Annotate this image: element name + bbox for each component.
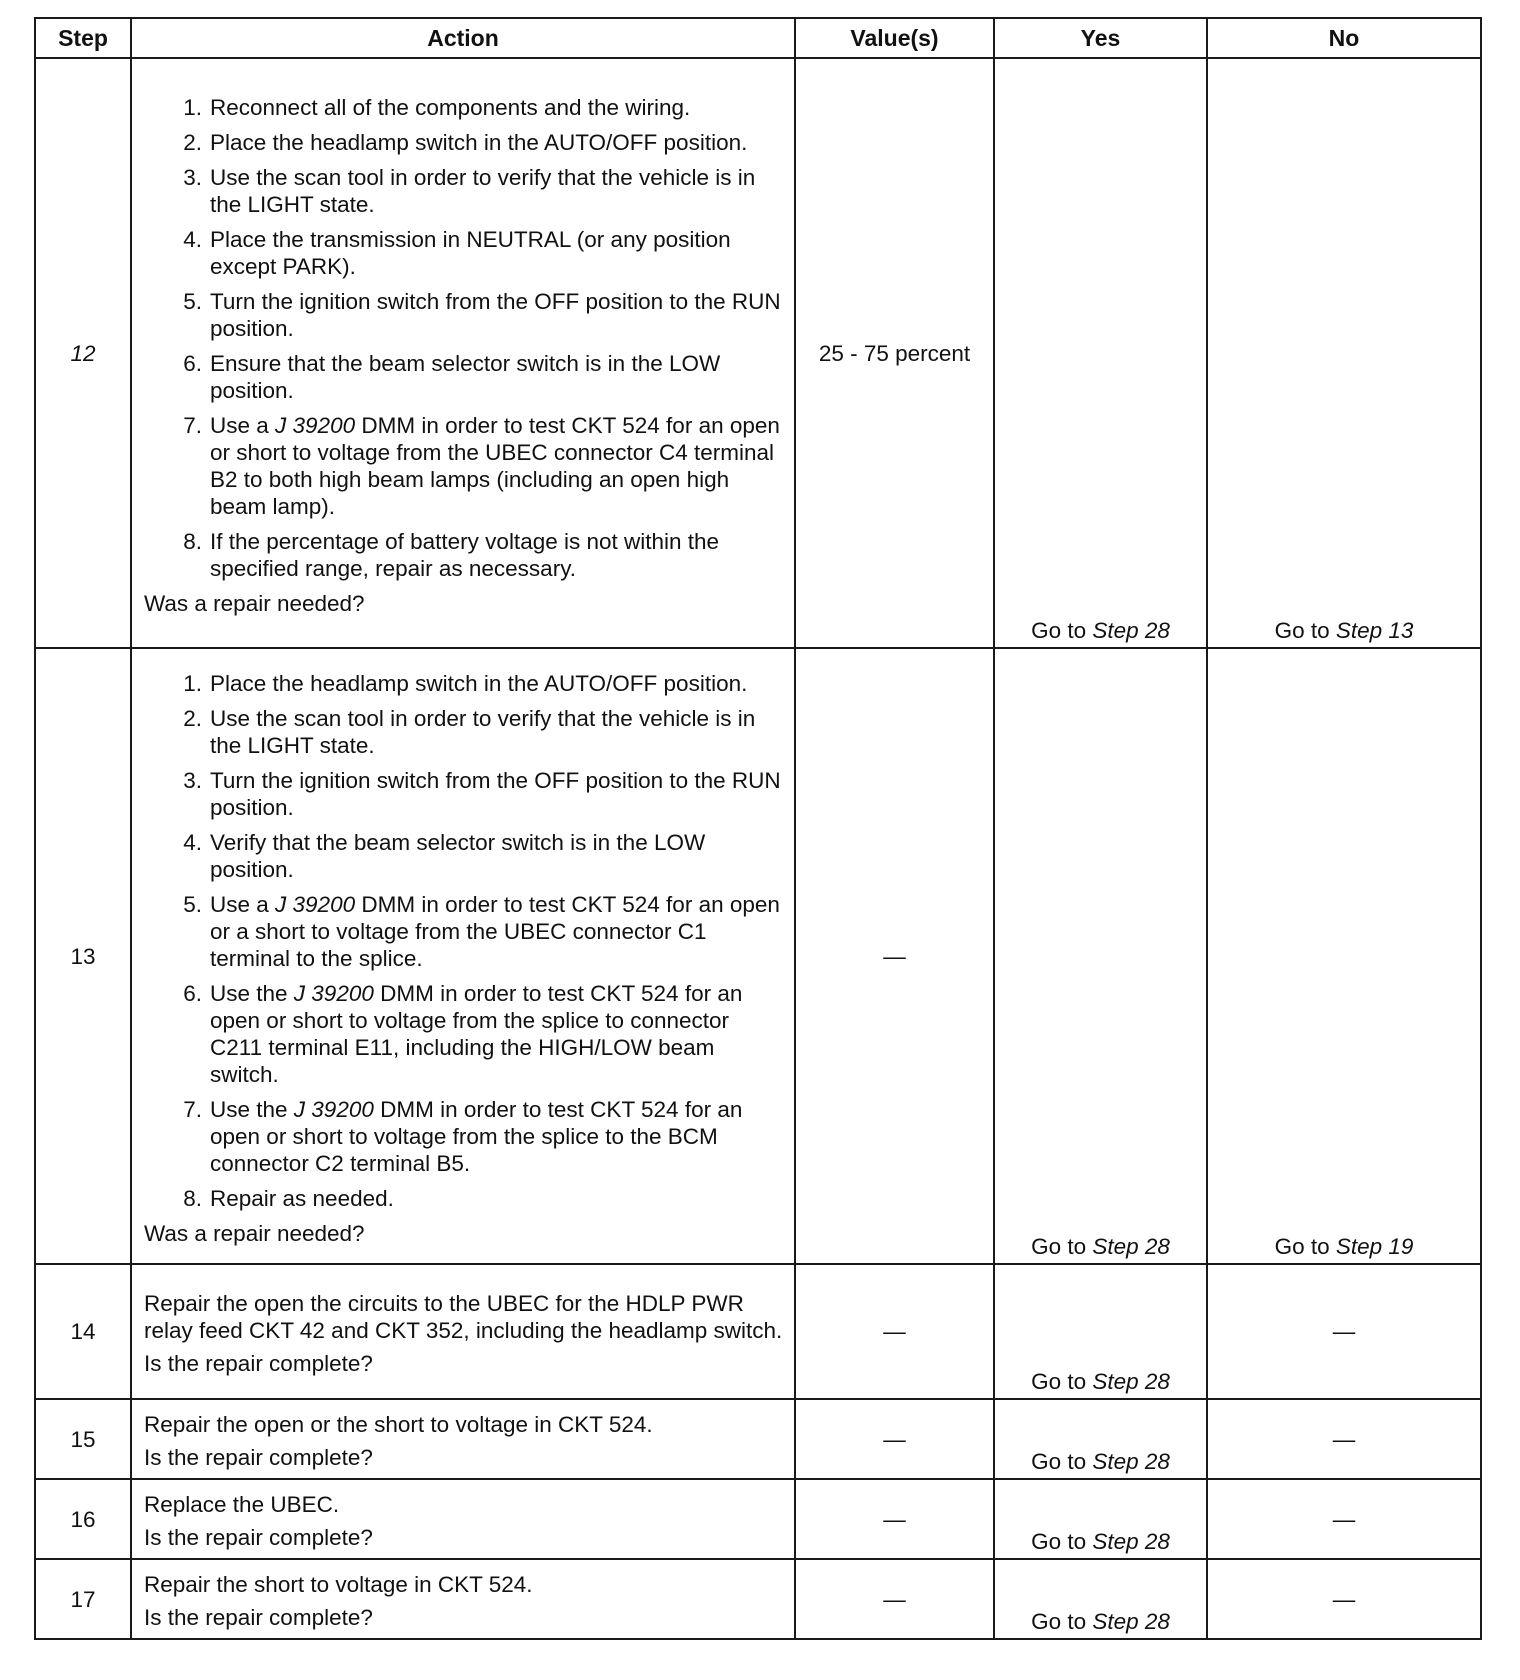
action-step: 7. Use a J 39200 DMM in order to test CKT 524 for an open or short to voltage from the UBEC connector C4 terminal B2 to both high beam lamps (including an open high beam lamp). [183, 412, 780, 519]
action-text: Repair the open the circuits to the UBEC for the HDLP PWR relay feed CKT 42 and CKT 352, including the headlamp switch. [144, 1291, 783, 1343]
yes-goto: Go to Step 28 [1031, 1369, 1170, 1394]
action-cell [131, 1559, 795, 1639]
step-question: Is the repair complete? [144, 1445, 373, 1470]
value-cell: — [795, 1479, 994, 1559]
action-cell [131, 1264, 795, 1399]
step-question: Is the repair complete? [144, 1525, 373, 1550]
action-step: 5. Use a J 39200 DMM in order to test CKT 524 for an open or a short to voltage from the UBEC connector C1 terminal to the splice. [183, 891, 780, 971]
no-cell: — [1207, 1479, 1481, 1559]
yes-cell [994, 58, 1207, 648]
step-number: 17 [35, 1559, 131, 1639]
header-no: No [1207, 18, 1481, 58]
step-question: Is the repair complete? [144, 1605, 373, 1630]
value-cell: — [795, 1264, 994, 1399]
yes-cell [994, 1264, 1207, 1399]
action-step: 4. Verify that the beam selector switch is in the LOW position. [183, 829, 706, 882]
header-step: Step [35, 18, 131, 58]
action-step: 8. If the percentage of battery voltage is not within the specified range, repair as necessary. [183, 528, 720, 581]
action-step: 8. Repair as needed. [183, 1185, 394, 1211]
action-step: 6. Use the J 39200 DMM in order to test CKT 524 for an open or short to voltage from the splice to connector C211 terminal E11, including the HIGH/LOW beam switch. [183, 980, 743, 1087]
action-text: Replace the UBEC. [144, 1492, 340, 1517]
no-cell: — [1207, 1264, 1481, 1399]
action-cell [131, 648, 795, 1264]
no-cell [1207, 648, 1481, 1264]
no-goto: Go to Step 19 [1274, 1234, 1414, 1259]
yes-goto: Go to Step 28 [1031, 1234, 1170, 1259]
action-step: 3. Turn the ignition switch from the OFF position to the RUN position. [183, 767, 781, 820]
action-cell [131, 1479, 795, 1559]
action-step: 1. Place the headlamp switch in the AUTO/OFF position. [183, 670, 748, 696]
no-cell: — [1207, 1399, 1481, 1479]
yes-cell [994, 1399, 1207, 1479]
step-question: Was a repair needed? [144, 590, 365, 616]
action-cell [131, 58, 795, 648]
action-cell [131, 1399, 795, 1479]
diagnostic-table [34, 17, 1482, 1640]
no-cell [1207, 58, 1481, 648]
tool-reference: J 39200 [275, 412, 356, 438]
step-number: 15 [35, 1399, 131, 1479]
no-cell: — [1207, 1559, 1481, 1639]
diagnostic-table-page [34, 17, 1480, 1640]
yes-goto: Go to Step 28 [1031, 1609, 1170, 1634]
header-action: Action [131, 18, 795, 58]
yes-cell [994, 1559, 1207, 1639]
value-cell: 25 - 75 percent [795, 58, 994, 648]
step-question: Is the repair complete? [144, 1351, 373, 1376]
table-row-step-13 [35, 648, 1481, 1264]
tool-reference: J 39200 [293, 980, 374, 1006]
table-row-step-12 [35, 58, 1481, 648]
value-cell: — [795, 648, 994, 1264]
action-step: 6. Ensure that the beam selector switch is in the LOW position. [183, 350, 721, 403]
action-steps-list [144, 94, 784, 582]
table-row-step-14 [35, 1264, 1481, 1399]
tool-reference: J 39200 [275, 891, 356, 917]
step-number: 12 [35, 58, 131, 648]
action-text: Repair the short to voltage in CKT 524. [144, 1572, 533, 1597]
header-yes: Yes [994, 18, 1207, 58]
no-goto: Go to Step 13 [1274, 618, 1414, 643]
action-step: 2. Place the headlamp switch in the AUTO/OFF position. [183, 129, 748, 155]
action-step: 4. Place the transmission in NEUTRAL (or any position except PARK). [183, 226, 731, 279]
value-cell: — [795, 1399, 994, 1479]
yes-cell [994, 648, 1207, 1264]
table-row-step-17 [35, 1559, 1481, 1639]
action-step: 3. Use the scan tool in order to verify that the vehicle is in the LIGHT state. [183, 164, 756, 217]
action-step: 5. Turn the ignition switch from the OFF position to the RUN position. [183, 288, 781, 341]
step-number: 13 [35, 648, 131, 1264]
step-number: 14 [35, 1264, 131, 1399]
yes-goto: Go to Step 28 [1031, 1529, 1170, 1554]
tool-reference: J 39200 [293, 1096, 374, 1122]
header-values: Value(s) [795, 18, 994, 58]
yes-cell [994, 1479, 1207, 1559]
yes-goto: Go to Step 28 [1031, 1449, 1170, 1474]
action-steps-list [144, 670, 784, 1212]
action-text: Repair the open or the short to voltage in CKT 524. [144, 1412, 653, 1437]
table-row-step-16 [35, 1479, 1481, 1559]
action-step: 1. Reconnect all of the components and the wiring. [183, 94, 691, 120]
step-question: Was a repair needed? [144, 1220, 365, 1246]
value-cell: — [795, 1559, 994, 1639]
action-step: 7. Use the J 39200 DMM in order to test CKT 524 for an open or short to voltage from the splice to the BCM connector C2 terminal B5. [183, 1096, 743, 1176]
step-number: 16 [35, 1479, 131, 1559]
yes-goto: Go to Step 28 [1031, 618, 1170, 643]
table-row-step-15 [35, 1399, 1481, 1479]
action-step: 2. Use the scan tool in order to verify that the vehicle is in the LIGHT state. [183, 705, 756, 758]
header-row [35, 18, 1481, 58]
